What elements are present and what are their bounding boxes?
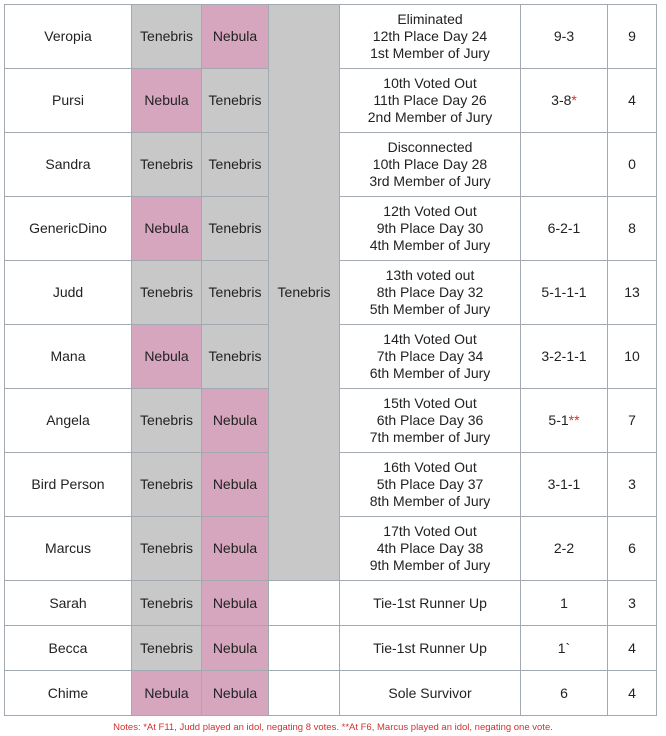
switched-tribe-cell: Nebula [202,453,269,517]
votes-value: 9-3 [553,28,575,44]
finish-line: 6th Member of Jury [369,365,491,381]
switched-tribe-cell: Tenebris [202,69,269,133]
finish-cell [340,197,521,261]
original-tribe-cell: Nebula [132,671,202,716]
finish-line: 8th Place Day 32 [376,284,484,300]
votes-value: 1 [560,594,568,611]
finish-line: 7th Place Day 34 [376,348,484,364]
contestant-name: GenericDino [5,197,132,261]
finish-cell [340,133,521,197]
finish-line: 16th Voted Out [383,459,477,475]
finish-cell [340,325,521,389]
votes-cell [521,325,608,389]
finish-line: 15th Voted Out [383,395,477,411]
switched-tribe-cell: Nebula [202,671,269,716]
jury-votes-cell: 4 [608,671,657,716]
votes-value: 6-2-1 [547,220,581,236]
jury-votes-cell: 3 [608,453,657,517]
contestant-table [4,4,657,716]
footnote-marker: ** [568,412,580,428]
votes-cell [521,261,608,325]
contestant-name: Pursi [5,69,132,133]
finish-line: 12th Place Day 24 [372,28,488,44]
votes-cell [521,5,608,69]
finish-line: 5th Member of Jury [369,301,491,317]
finish-cell [340,517,521,581]
finish-cell [340,69,521,133]
votes-cell [521,581,608,626]
votes-value: 3-2-1-1 [541,348,587,364]
votes-cell [521,69,608,133]
switched-tribe-cell: Nebula [202,626,269,671]
original-tribe-cell: Nebula [132,197,202,261]
finish-line: 12th Voted Out [383,203,477,219]
empty-merge-cell [269,626,340,671]
jury-votes-cell: 8 [608,197,657,261]
finish-line: 14th Voted Out [383,331,477,347]
switched-tribe-cell: Tenebris [202,325,269,389]
original-tribe-cell: Nebula [132,69,202,133]
table-row [5,671,657,716]
table-row [5,626,657,671]
finish-line: 9th Place Day 30 [376,220,484,236]
switched-tribe-cell: Nebula [202,5,269,69]
switched-tribe-cell: Nebula [202,581,269,626]
votes-cell [521,389,608,453]
original-tribe-cell: Nebula [132,325,202,389]
jury-votes-cell: 7 [608,389,657,453]
finish-line: 2nd Member of Jury [367,109,493,125]
votes-value: 1` [557,639,571,656]
votes-value: 3-1-1 [547,476,581,492]
votes-value: 2-2 [553,540,575,556]
footnote-marker: * [571,92,577,108]
votes-cell [521,671,608,716]
table-body [5,5,657,716]
switched-tribe-cell: Tenebris [202,197,269,261]
finish-line: Tie-1st Runner Up [373,594,487,611]
contestant-name: Sarah [5,581,132,626]
jury-votes-cell: 6 [608,517,657,581]
empty-merge-cell [269,671,340,716]
jury-votes-cell: 9 [608,5,657,69]
finish-line: Eliminated [397,11,463,27]
empty-merge-cell [269,581,340,626]
contestant-name: Judd [5,261,132,325]
votes-cell [521,626,608,671]
finish-line: 8th Member of Jury [369,493,491,509]
finish-line: 10th Place Day 28 [372,156,488,172]
finish-cell [340,261,521,325]
jury-votes-cell: 3 [608,581,657,626]
finish-line: 6th Place Day 36 [376,412,484,428]
switched-tribe-cell: Tenebris [202,261,269,325]
votes-value: 3-8 [551,92,572,108]
switched-tribe-cell: Nebula [202,389,269,453]
finish-cell [340,671,521,716]
finish-line: 5th Place Day 37 [376,476,484,492]
finish-cell [340,626,521,671]
contestant-name: Bird Person [5,453,132,517]
finish-line: 10th Voted Out [383,75,477,91]
finish-line: 17th Voted Out [383,523,477,539]
original-tribe-cell: Tenebris [132,517,202,581]
original-tribe-cell: Tenebris [132,453,202,517]
footnotes: Notes: *At F11, Judd played an idol, negating 8 votes. **At F6, Marcus played an idol, negating one vote. [113,722,553,733]
finish-line: 4th Member of Jury [369,237,491,253]
finish-line: 9th Member of Jury [369,557,491,573]
contestant-name: Angela [5,389,132,453]
finish-cell [340,453,521,517]
contestant-name: Mana [5,325,132,389]
original-tribe-cell: Tenebris [132,626,202,671]
jury-votes-cell: 10 [608,325,657,389]
original-tribe-cell: Tenebris [132,581,202,626]
finish-cell [340,581,521,626]
votes-cell [521,133,608,197]
finish-cell [340,5,521,69]
contestant-name: Marcus [5,517,132,581]
finish-line: 3rd Member of Jury [369,173,491,189]
finish-cell [340,389,521,453]
votes-value: 5-1-1-1 [541,284,587,300]
switched-tribe-cell: Nebula [202,517,269,581]
contestant-name: Veropia [5,5,132,69]
votes-cell [521,517,608,581]
original-tribe-cell: Tenebris [132,389,202,453]
finish-line: Sole Survivor [388,684,472,701]
finish-line: Tie-1st Runner Up [373,639,487,656]
jury-votes-cell: 13 [608,261,657,325]
votes-value: 5-1 [548,412,569,428]
jury-votes-cell: 0 [608,133,657,197]
merged-tribe-cell: Tenebris [269,5,340,581]
votes-cell [521,453,608,517]
original-tribe-cell: Tenebris [132,133,202,197]
finish-line: 11th Place Day 26 [373,92,487,108]
original-tribe-cell: Tenebris [132,261,202,325]
finish-line: 4th Place Day 38 [376,540,484,556]
contestant-name: Sandra [5,133,132,197]
votes-value: 6 [560,684,568,701]
table-row [5,5,657,69]
votes-cell [521,197,608,261]
switched-tribe-cell: Tenebris [202,133,269,197]
jury-votes-cell: 4 [608,69,657,133]
original-tribe-cell: Tenebris [132,5,202,69]
contestant-name: Chime [5,671,132,716]
jury-votes-cell: 4 [608,626,657,671]
finish-line: 1st Member of Jury [370,45,490,61]
finish-line: 7th member of Jury [369,429,491,445]
contestant-name: Becca [5,626,132,671]
table-row [5,581,657,626]
finish-line: Disconnected [387,139,473,155]
finish-line: 13th voted out [385,267,475,283]
